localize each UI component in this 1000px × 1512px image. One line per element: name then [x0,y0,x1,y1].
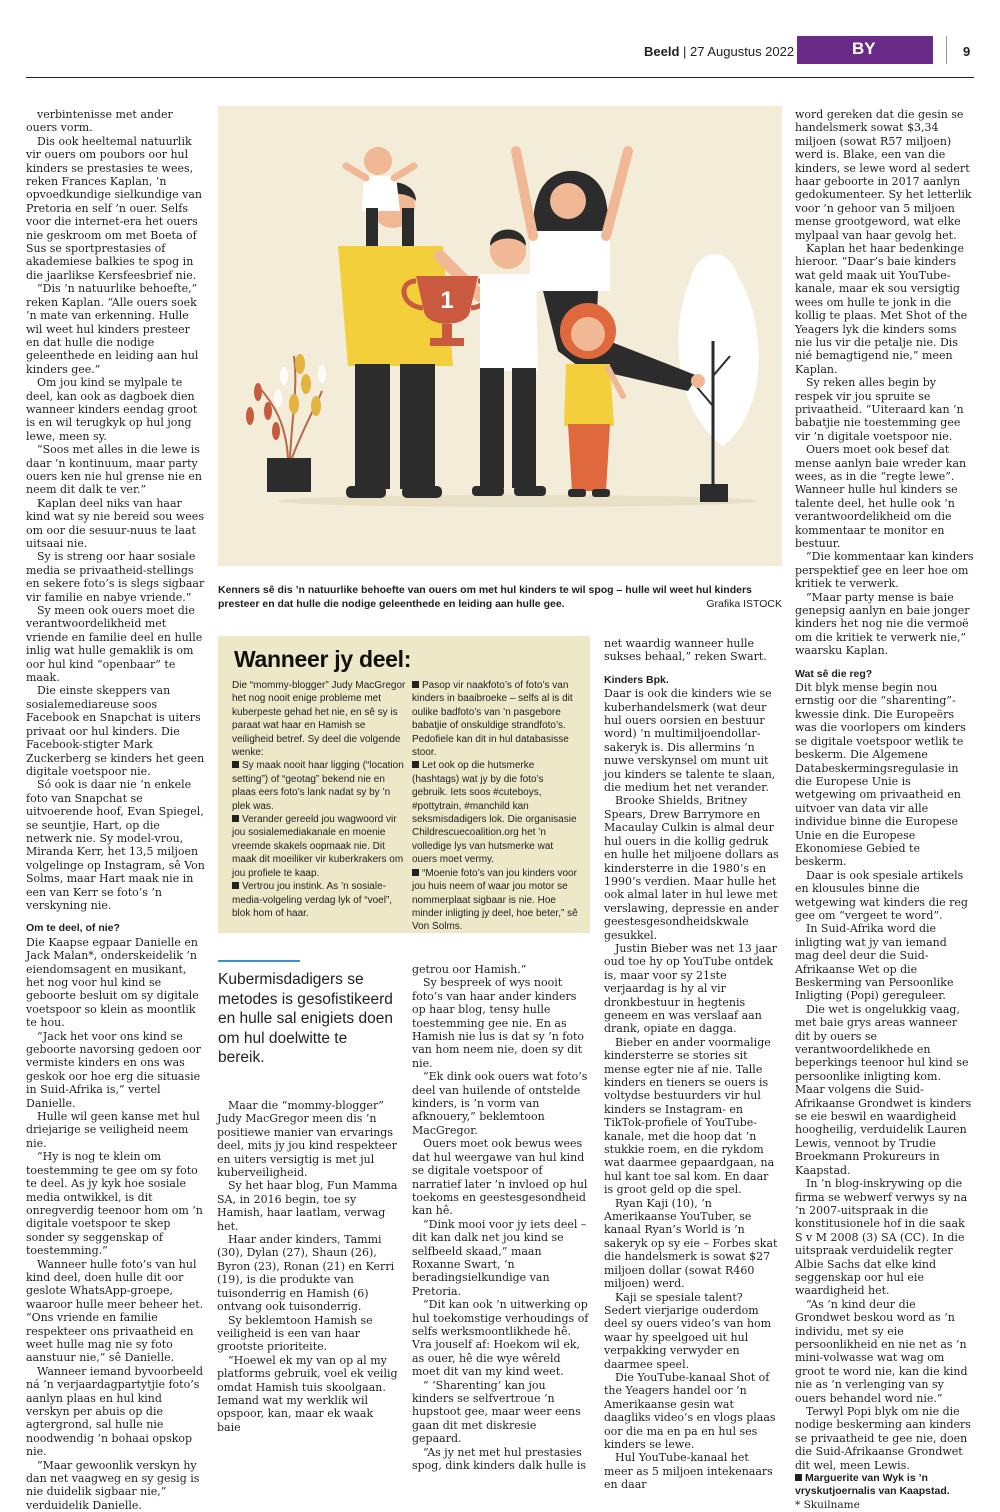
page-header [0,0,1000,78]
col1-paragraphs [26,108,206,912]
bullet-square-icon [412,681,419,688]
tip-text: Pasop vir naakfoto’s of foto’s van kinders in baaibroeke – selfs al is dit oulike badfoto’s van ’n pasgebore babatjie of onskuldige strandfoto’s. Pedofiele kan dit in hul databasisse stoor. [412,680,573,759]
subheading-kinders-bpk: Kinders Bpk. [604,673,669,686]
article-column-5 [795,108,974,1512]
paragraph: Wanneer iemand byvoorbeeld ná ’n verjaardagpartytjie foto’s aanlyn plaas en hul kind verskyn per abuis op die agtergrond, sal hulle nie noodwendig ’n bohaai opskop nie. [26,1364,204,1459]
paragraph: Hulle wil geen kanse met hul driejarige se veiligheid neem nie. [26,1110,200,1150]
subheading-share: Om te deel, of nie? [26,922,120,935]
family-illustration [218,106,782,566]
col3-paragraphs [412,963,589,1472]
mother-figure [516,151,705,391]
paragraph: Kaplan deel niks van haar kind wat sy nie bereid sou wees om oor die sesuur-nuus te laat uitsaai nie. [26,496,204,550]
paragraph: Om jou kind se mylpale te deel, kan ook as dagboek dien wanneer kinders eendag groot is en wil terugkyk op hul jong lewe, meen sy. [26,376,198,443]
bullet-square-icon [412,869,419,876]
col2-paragraphs [217,1099,398,1434]
pull-quote: Kubermisdadigers se metodes is gesofistikeerd en hulle sal enigiets doen om hul doelwitte te bereik. [218,971,393,1066]
article-column-1 [26,108,206,1512]
sidebar-title: Wanneer jy deel: [234,646,412,672]
paragraph: Hul YouTube-kanaal het meer as 5 miljoen intekenaars en daar [604,1451,773,1492]
paragraph: Sy het haar blog, Fun Mamma SA, in 2016 begin, toe sy Hamish, haar laatlam, verwag het. [217,1179,398,1233]
paragraph: “Hoewel ek my van op al my platforms gebruik, voel ek veilig omdat Hamish tuis skoolgaan. Iemand wat my werklik wil opspoor, kan, maar ek waak baie [217,1353,398,1434]
page-number: 9 [963,44,971,59]
col4a-paragraphs [604,637,780,664]
paragraph: Ouers moet ook bewus wees dat hul weergawe van hul kind se digitale voetspoor of narratief later ’n invloed op hul toekoms en geestesgesondheid kan hê. [412,1137,588,1218]
image-credit: Grafika ISTOCK [706,598,782,610]
paragraph: word gereken dat die gesin se handelsmerk sowat $3,34 miljoen (sowat R57 miljoen) werd is. Blake, een van die kinders, se lewe word al sedert haar geboorte in 2017 aanlyn gedokumenteer. Sy het letterlik voor ’n gehoor van 5 miljoen mense grootgeword, wat elke mylpaal van haar gevolg het. [795,108,972,242]
bullet-square-icon [412,761,419,768]
paragraph: Bieber en ander voormalige kindersterre se stories sit mense egter nie af nie. Talle kinders en tieners se ouers is voltydse bestuurders vir hul kinders se Instagram- en TikTok-profiele of YouTube-kanale, met die hoop dat ’n stukkie roem, en die rykdom wat daarmee gepaardgaan, na hul kant toe sal kom. En daar is groot geld op die spel. [604,1035,775,1197]
paragraph: In ’n blog-inskrywing op die firma se webwerf verwys sy na ’n 2007-uitspraak in die konstitusionele hof in die saak S v M 2008 (3) SA (CC). In die uitspraak verduidelik regter Albie Sachs dat elke kind seggenskap oor hul eie waardigheid het. [795,1177,968,1298]
paragraph: “Soos met alles in die lewe is daar ’n kontinuum, maar party ouers ken nie hul grense nie en neem dit dalk te ver.” [26,443,202,497]
issue-date: 27 Augustus 2022 [690,44,795,59]
bullet-square-icon [232,815,239,822]
paragraph: Só ook is daar nie ’n enkele foto van Snapchat se uitvoerende hoof, Evan Spiegel, se seuntjie, Hart, op die netwerk nie. Sy model-vrou, Miranda Kerr, het 13,5 miljoen volgelinge op Instagram, sê Von Solms, maar Hart maak nie in een van Kerr se foto’s ’n verskyning nie. [26,778,205,912]
paragraph: Kaji se spesiale talent? Sedert vierjarige ouderdom deel sy ouers video’s van hom waar hy speelgoed uit hul verpakking verwyder en daarmee speel. [604,1290,772,1371]
paragraph: “Maar gewoonlik verskyn hy dan net vaagweg en sy gesig is nie duidelik sigbaar nie,” verduidelik Danielle. [26,1458,200,1512]
paragraph: “Die kommentaar kan kinders perspektief gee en leer hoe om kritiek te verwerk. [795,550,974,591]
paragraph: “Ek dink ook ouers wat foto’s deel van huilende of ontstelde kinders, is ’n vorm van afknouery,” beklemtoon MacGregor. [412,1070,588,1137]
girl-figure [560,303,623,497]
tip-item [232,880,408,920]
col4b-paragraphs [604,687,780,1491]
header-divider [946,36,947,64]
paper-name: Beeld [644,44,680,59]
tip-item [412,679,580,759]
paragraph: getrou oor Hamish.” [412,963,527,976]
tip-text: “Moenie foto’s van jou kinders voor jou huis neem of waar jou motor se nommerplaat sigbaar is nie. Hoe minder inligting jy deel, hoe beter,” sê Von Solms. [412,867,578,933]
paragraph: “Hy is nog te klein om toestemming te gee om sy foto te deel. As jy kyk hoe sosiale media ontwikkel, is dit onregverdig teenoor hom om ’n digitale voetspoor te skep sonder sy seggenskap of toestemming.” [26,1150,203,1258]
paragraph: “Dit kan ook ’n uitwerking op hul toekomstige verhoudings of selfs werksmoontlikhede hê. Vra jouself af: Hoekom wil ek, as ouer, hê die wye wêreld moet dit van my kind weet. [412,1298,589,1379]
tip-text: Let ook op die hutsmerke (hashtags) wat jy by die foto’s gebruik. Iets soos #cuteboys, #pottytrain, #manchild kan seksmisdadigers lok. Die organisasie Childrescuecoalition.org het ’n volledige lys van hutsmerke wat ouers moet vermy. [412,760,577,866]
sidebar-right-column [412,679,580,934]
tip-text: Vertrou jou instink. As ’n sosialemedia-volgeling verdag lyk of “voel”, blok hom of haar. [232,881,393,919]
trophy-label: 1 [440,287,454,314]
paragraph: Sy is streng oor haar sosiale media se privaatheid-stellings en sekere foto’s is slegs sigbaar vir familie en nabye vriende.” [26,550,205,604]
paragraph: Die YouTube-kanaal Shot of the Yeagers handel oor ’n Amerikaanse gesin wat daagliks video’s en vlogs plaas oor die ma en pa en hul ses kinders se lewe. [604,1370,776,1451]
paragraph: Ouers moet ook besef dat mense aanlyn baie wreder kan wees, as in die “regte lewe”. Wanneer hulle hul kinders se talente deel, het hulle ook ’n verantwoordelikheid om die kommentaar te monitor en bestuur. [795,443,967,550]
paragraph: Sy meen ook ouers moet die verantwoordelikheid met vriende en familie deel en hulle inlig wat hulle gemaklik is om oor hul kind “openbaar” te maak. [26,604,203,685]
article-column-2 [217,1099,398,1434]
paragraph: Daar is ook die kinders wie se kuberhandelsmerk (wat deur hul ouers oorsien en bestuur word) ’n multimiljoendollar-sakeryk is. Dis allermins ’n nuwe verskynsel om munt uit jou kinders se talente te slaan, die medium het net verander. [604,687,776,795]
paragraph: “Maar party mense is baie genepsig aanlyn en baie jonger kinders het nog nie die vermoë om die kritiek te verwerk nie,” waarsku Kaplan. [795,590,970,658]
paragraph: “As ’n kind deur die Grondwet beskou word as ’n individu, met sy eie persoonlikheid en nie net as ’n mini-volwasse wat wag om groot te word nie, kan die kind nie as ’n verlenging van sy ouers behandel word nie.” [795,1297,968,1405]
paragraph: net waardig wanneer hulle sukses behaal,” reken Swart. [604,637,767,664]
image-caption: Kenners sê dis ’n natuurlike behoefte van ouers om met hul kinders te wil spog – hulle wil weet hul kinders presteer en dat hulle die nodige geleenthede en leiding aan hulle gee. [218,584,752,610]
header-rule [26,77,974,78]
col5b-paragraphs [795,681,974,1472]
paragraph: Sy beklemtoon Hamish se veiligheid is een van haar grootste prioriteite. [217,1313,373,1354]
paragraph: Ryan Kaji (10), ’n Amerikaanse YouTuber, se kanaal Ryan’s World is ’n sakeryk op sy eie – Forbes skat die handelsmerk is sowat $27 miljoen dollar (sowat R460 miljoen) werd. [604,1196,778,1291]
paragraph: Daar is ook spesiale artikels en klousules binne die wetgewing wat kinders die reg gee om “vergeet te word”. [795,868,968,922]
byline-text: Marguerite van Wyk is ’n vryskutjoernalis van Kaapstad. [795,1472,950,1498]
tip-item [412,759,580,866]
bullet-square-icon [232,882,239,889]
paragraph: Die wet is ongelukkig vaag, met baie grys areas wanneer dit by ouers se verantwoordelikhede en beperkings teenoor hul kind se persoonlike inligting kom. Maar volgens die Suid-Afrikaanse Grondwet is kinders se eie beswil en waardigheid hoogheilig, verduidelik Lauren Lewis, vennoot by Trudie Broekmann Prokureurs in Kaapstad. [795,1002,972,1177]
subheading-reg: Wat sê die reg? [795,667,873,680]
paragraph: “As jy net met hul prestasies spog, dink kinders dalk hulle is [412,1445,587,1473]
section-tab: BY [797,36,933,64]
paragraph: In Suid-Afrika word die inligting wat jy van iemand mag deel deur die Suid-Afrikaanse Wet op die Beskerming van Persoonlike Inligting (Popi) gereguleer. [795,922,954,1003]
article-column-3 [412,963,589,1472]
author-byline [795,1472,974,1499]
paragraph: Wanneer hulle foto’s van hul kind deel, doen hulle dit oor geslote WhatsApp-groepe, waaroor hulle meer beheer het. “Ons vriende en familie respekteer ons privaatheid en weet hulle mag nie sy foto aanstuur nie,” sê Danielle. [26,1257,204,1365]
tip-item [232,813,408,880]
sidebar-tips-left [232,759,408,920]
paragraph: Dis ook heeltemal natuurlik vir ouers om poubors oor hul kinders se prestasies te wees, reken Frances Kaplan, ’n opvoedkundige sielkundige van Pretoria en self ’n ouer. Selfs voor die internet-era het ouers nie geskroom om met Boeta of Sus se sportprestasies of akademiese balkies te spog in die jaarlikse Kersfeesbrief nie. [26,134,202,282]
sidebar-intro: Die “mommy-blogger” Judy MacGregor het nog nooit enige probleme met kuberpeste gehad het nie, en sê sy is paraat wat haar en Hamish se veiligheid betref. Sy deel die volgende wenke: [232,680,406,759]
paragraph: Maar die “mommy-blogger” Judy MacGregor meen dis ’n positiewe manier van ervarings deel, mits jy jou kind respekteer en uiters versigtig is met jul kuberveiligheid. [217,1099,397,1180]
paragraph: Sy reken alles begin by respek vir jou spruite se privaatheid. “Uiteraard kan ’n babatjie nie toestemming gee vir ’n digitale voetspoor nie. [795,376,964,443]
bullet-square-icon [795,1474,802,1481]
paragraph: Dit blyk mense begin nou ernstig oor die “sharenting”-kwessie dink. Die Europeërs was die voorlopers om kinders se digitale voetspoor wetlik te beskerm. Die Algemene Databeskermingsregulasie in die Europese Unie is wetgewing om privaatheid en uitvoer van data vir alle individue binne die Europese Unie en die Europese Ekonomiese Gebied te beskerm. [795,681,966,869]
paragraph: verbintenisse met ander ouers vorm. [26,108,173,135]
tip-text: Verander gereeld jou wagwoord vir jou sosialemediakanale en moenie vreemde skakels oopmaak nie. Dit maak dit moeiliker vir kuberkrakers om jou profiele te kaap. [232,814,404,879]
paragraph: Sy bespreek of wys nooit foto’s van haar ander kinders op haar blog, tensy hulle toestemming gee nie. En as Hamish nie lus is dat sy ’n foto van hom neem nie, doen sy dit nie. [412,976,585,1070]
paragraph: “Dis ’n natuurlike behoefte,” reken Kaplan. “Alle ouers soek ’n mate van erkenning. Hulle wil weet hul kinders presteer en dat hulle die nodige geleenthede en leiding aan hul kinders gee.” [26,282,199,376]
tip-item [232,759,408,813]
tip-item [412,867,580,934]
tip-text: Sy maak nooit haar ligging (“location setting”) of “geotag” bekend nie en plaas eers foto’s lank nadat sy by ’n plek was. [232,760,404,812]
plant-pot-left [267,458,311,492]
paragraph: Terwyl Popi blyk om nie die nodige beskerming aan kinders se privaatheid te gee nie, doen die Suid-Afrikaanse Grondwet dit wel, meen Lewis. [795,1405,971,1472]
paragraph: Kaplan het haar bedenkinge hieroor. “Daar’s baie kinders wat geld maak uit YouTube-kanale, maar ek sou versigtig wees om hulle te jonk in die kollig te plaas. Met Shot of the Yeagers lyk die kinders soms nie lus vir die petalje nie. Dis nié bemagtigend nie,” meen Kaplan. [795,242,968,376]
masthead: Beeld | 27 Augustus 2022 [644,44,795,59]
sidebar-tips-right [412,679,580,934]
bullet-square-icon [232,761,239,768]
footnote: * Skuilname [795,1498,860,1511]
col5a-paragraphs [795,108,974,658]
tips-sidebar [218,636,590,933]
paragraph: “Jack het voor ons kind se geboorte navorsing gedoen oor vermiste kinders en ons was geskok oor hoe erg die situasie in Suid-Afrika is,” vertel Danielle. [26,1029,201,1110]
paragraph: Brooke Shields, Britney Spears, Drew Barrymore en Macaulay Culkin is almal deur hul ouers in die kollig gedruk en hulle het miljoene dollars as kindersterre in die 1980’s en 1990’s verdien. Maar hulle het ook almal later in hul lewe met verslawing, depressie en ander geestesgesondheidskwale gesukkel. [604,794,779,942]
paragraph: Justin Bieber was net 13 jaar oud toe hy op YouTube ontdek is, maar voor sy 21ste verjaardag is hy al vir dronkbestuur in hegtenis geneem en was verslaaf aan drank, opiate en dagga. [604,941,777,1036]
pull-quote-rule [218,960,300,962]
paragraph: “Dink mooi voor jy iets deel – dit kan dalk net jou kind se selfbeeld skaad,” maan Roxanne Swart, ’n beradingsielkundige van Pretoria. [412,1217,587,1298]
paragraph: Die einste skeppers van sosialemediareuse soos Facebook en Snapchat is uiters privaat oor hul kinders. Die Facebook-stigter Mark Zuckerberg se kinders het geen digitale voetspoor nie. [26,684,205,778]
col1b-paragraphs [26,936,206,1512]
paragraph: “ ‘Sharenting’ kan jou kinders se selfvertroue ’n hupstoot gee, maar weer eens gaan dit met diskresie gepaard. [412,1378,581,1446]
article-column-4 [604,637,780,1492]
paragraph: Haar ander kinders, Tammi (30), Dylan (27), Shaun (26), Byron (23), Ronan (21) en Kerri (19), is die produkte van tuisonderrig en Hamish (6) ontvang ook tuisonderrig. [217,1233,395,1314]
paragraph: Die Kaapse egpaar Danielle en Jack Malan*, onderskeidelik ’n eiendomsagent en musikant, het nog voor hul kind se geboorte besluit om sy digitale voetspoor so klein as moontlik te hou. [26,935,199,1030]
sidebar-left-column [232,679,408,920]
